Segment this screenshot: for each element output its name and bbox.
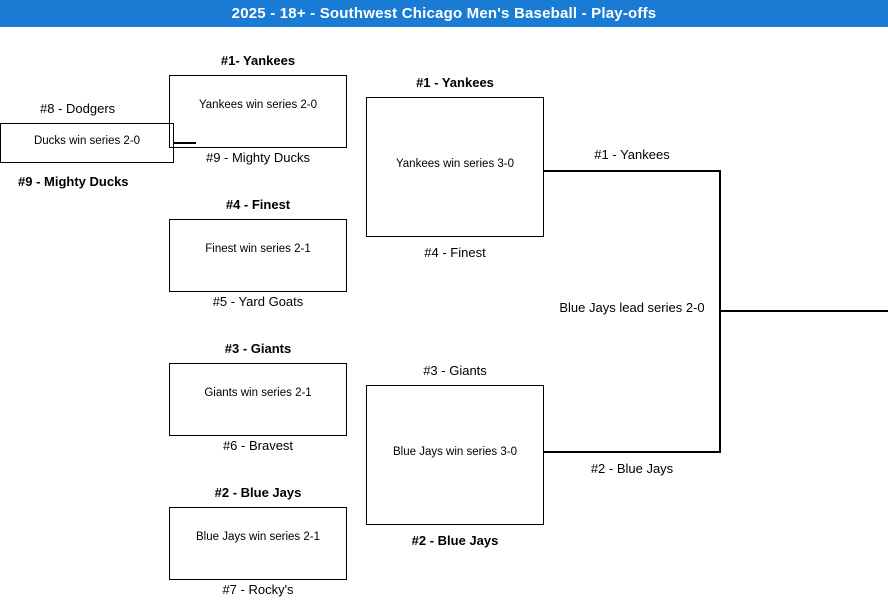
r1-m2-box	[169, 219, 347, 292]
finals-bottom-team: #2 - Blue Jays	[590, 461, 674, 476]
finals-top-line	[543, 170, 721, 172]
r1-m3-top-team: #3 - Giants	[224, 341, 292, 356]
r1-m4-result: Blue Jays win series 2-1	[196, 531, 320, 543]
finals-bottom-line	[543, 451, 721, 453]
r1-m1-bottom-team: #9 - Mighty Ducks	[205, 150, 311, 165]
r1-m2-bottom-team: #5 - Yard Goats	[212, 294, 304, 309]
playin-result: Ducks win series 2-0	[33, 135, 141, 147]
r1-m3-result: Giants win series 2-1	[204, 387, 312, 399]
champion-connector	[719, 310, 888, 312]
finals-top-team: #1 - Yankees	[594, 147, 670, 162]
r1-m4-bottom-team: #7 - Rocky's	[222, 582, 294, 597]
r2-m2-bottom-team: #2 - Blue Jays	[411, 533, 499, 548]
r1-m2-result: Finest win series 2-1	[205, 243, 311, 255]
page-title: 2025 - 18+ - Southwest Chicago Men's Baseball - Play-offs	[0, 0, 888, 27]
r2-m2-top-team: #3 - Giants	[423, 363, 487, 378]
playin-bottom-team: #9 - Mighty Ducks	[18, 174, 129, 189]
r1-m1-box	[169, 75, 347, 148]
r2-m1-bottom-team: #4 - Finest	[424, 245, 486, 260]
r1-m3-box	[169, 363, 347, 436]
r1-m4-box	[169, 507, 347, 580]
r1-m2-top-team: #4 - Finest	[225, 197, 291, 212]
r1-m1-top-team: #1- Yankees	[220, 53, 296, 68]
playin-top-team: #8 - Dodgers	[40, 101, 116, 116]
r1-m3-bottom-team: #6 - Bravest	[222, 438, 294, 453]
r1-m1-result: Yankees win series 2-0	[198, 99, 318, 111]
r2-m2-result: Blue Jays win series 3-0	[393, 446, 517, 458]
finals-result: Blue Jays lead series 2-0	[559, 300, 705, 315]
r2-m1-result: Yankees win series 3-0	[395, 158, 515, 170]
r1-m4-top-team: #2 - Blue Jays	[214, 485, 302, 500]
r2-m1-top-team: #1 - Yankees	[416, 75, 494, 90]
